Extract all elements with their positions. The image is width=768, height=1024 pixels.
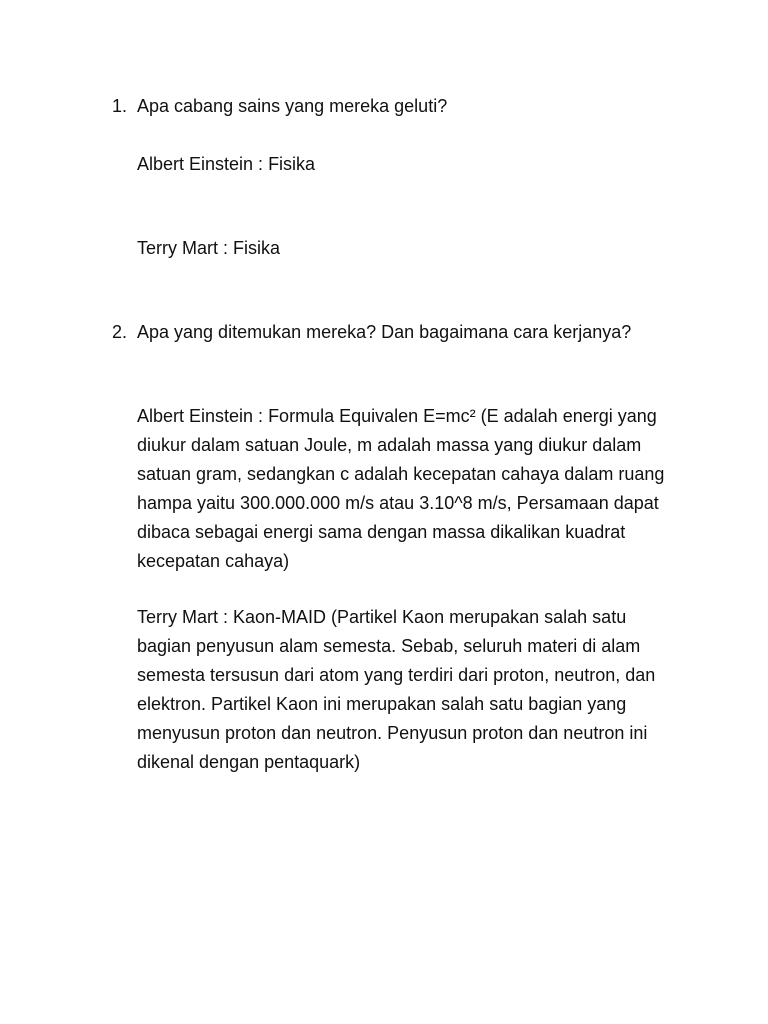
- question-text: Apa yang ditemukan mereka? Dan bagaimana cara kerjanya?: [137, 322, 632, 342]
- answer-2-terry-mart: Terry Mart : Kaon-MAID (Partikel Kaon merupakan salah satu bagian penyusun alam semesta. Sebab, seluruh materi di alam semesta tersusun dari atom yang terdiri dari proton, neutron, dan elektron. Partikel Kaon ini merupakan salah satu bagian yang menyusun proton dan neutron. Penyusun proton dan neutron ini dikenal dengan pentaquark): [137, 607, 656, 772]
- question-number: 1.: [112, 96, 128, 116]
- question-text: Apa cabang sains yang mereka geluti?: [137, 96, 448, 116]
- question-1: [112, 92, 712, 121]
- question-2: [112, 318, 712, 347]
- question-number: 2.: [112, 322, 128, 342]
- answer-1-terry-mart: Terry Mart : Fisika: [137, 238, 281, 258]
- answer-1-einstein: Albert Einstein : Fisika: [137, 154, 316, 174]
- answer-2-einstein: Albert Einstein : Formula Equivalen E=mc² (E adalah energi yang diukur dalam satuan Joule, m adalah massa yang diukur dalam satuan gram, sedangkan c adalah kecepatan cahaya dalam ruang hampa yaitu 300.000.000 m/s atau 3.10^8 m/s, Persamaan dapat dibaca sebagai energi sama dengan massa dikalikan kuadrat kecepatan cahaya): [137, 406, 665, 571]
